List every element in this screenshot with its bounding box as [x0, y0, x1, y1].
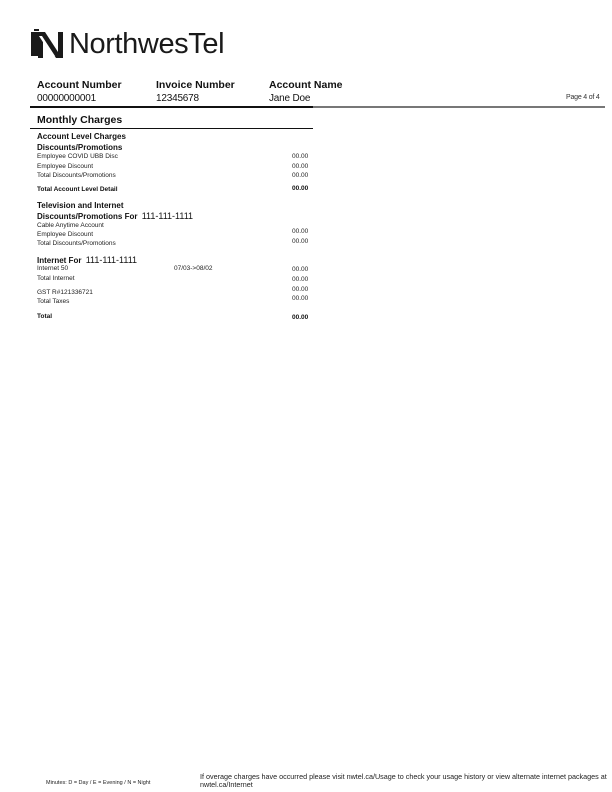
line-item-label: Employee Discount — [37, 163, 93, 170]
line-item-amount: 00.00 — [292, 153, 309, 160]
brand-name: NorthwesTel — [69, 28, 225, 60]
line-item-amount: 00.00 — [292, 295, 309, 302]
line-item-amount: 00.00 — [292, 163, 309, 170]
line-item-label: Total Discounts/Promotions — [37, 240, 116, 247]
account-level-subheading: Discounts/Promotions — [37, 143, 123, 152]
account-name-label: Account Name — [269, 79, 343, 91]
internet-heading-text: Internet For — [37, 256, 82, 265]
tv-internet-subheading-text: Discounts/Promotions For — [37, 212, 138, 221]
line-item-amount: 00.00 — [292, 238, 309, 245]
account-name-value: Jane Doe — [269, 93, 311, 104]
line-item-label: GST R#121336721 — [37, 289, 93, 296]
line-item-amount: 00.00 — [292, 266, 309, 273]
account-level-total-amount: 00.00 — [292, 185, 309, 192]
line-item-label: Cable Anytime Account — [37, 222, 104, 229]
account-number-value: 00000000001 — [37, 93, 96, 104]
minutes-legend: Minutes: D = Day / E = Evening / N = Night — [46, 780, 151, 786]
invoice-number-label: Invoice Number — [156, 79, 235, 91]
internet-heading — [37, 255, 137, 265]
tv-internet-phone-number: 111-111-1111 — [141, 211, 194, 221]
line-item-label: Internet 50 — [37, 265, 69, 272]
tv-internet-subheading — [37, 211, 193, 221]
line-item-label: Employee COVID UBB Disc — [37, 153, 118, 160]
internet-phone-number: 111-111-1111 — [85, 255, 138, 265]
line-item-amount: 00.00 — [292, 228, 309, 235]
header-divider — [30, 106, 313, 108]
tv-internet-heading: Television and Internet — [37, 201, 124, 210]
line-item-label: Total Taxes — [37, 298, 70, 305]
line-item-period: 07/03->08/02 — [174, 265, 213, 272]
account-level-total-label: Total Account Level Detail — [37, 186, 118, 193]
line-item-amount: 00.00 — [292, 286, 309, 293]
header-divider-extension — [313, 106, 605, 108]
invoice-number-value: 12345678 — [156, 93, 199, 104]
grand-total-label: Total — [37, 313, 53, 320]
line-item-label: Total Internet — [37, 275, 75, 282]
company-logo — [29, 27, 224, 61]
grand-total-amount: 00.00 — [292, 314, 309, 321]
northwestel-logo-icon — [29, 28, 65, 60]
overage-notice: If overage charges have occurred please visit nwtel.ca/Usage to check your usage history or view alternate internet packages at nwtel.ca/Internet — [200, 772, 607, 789]
line-item-amount: 00.00 — [292, 276, 309, 283]
page-number: Page 4 of 4 — [566, 94, 600, 101]
section-divider — [30, 128, 313, 129]
account-number-label: Account Number — [37, 79, 122, 91]
account-level-heading: Account Level Charges — [37, 132, 126, 141]
line-item-amount: 00.00 — [292, 172, 309, 179]
line-item-label: Total Discounts/Promotions — [37, 172, 116, 179]
section-title: Monthly Charges — [37, 114, 123, 126]
line-item-label: Employee Discount — [37, 231, 93, 238]
